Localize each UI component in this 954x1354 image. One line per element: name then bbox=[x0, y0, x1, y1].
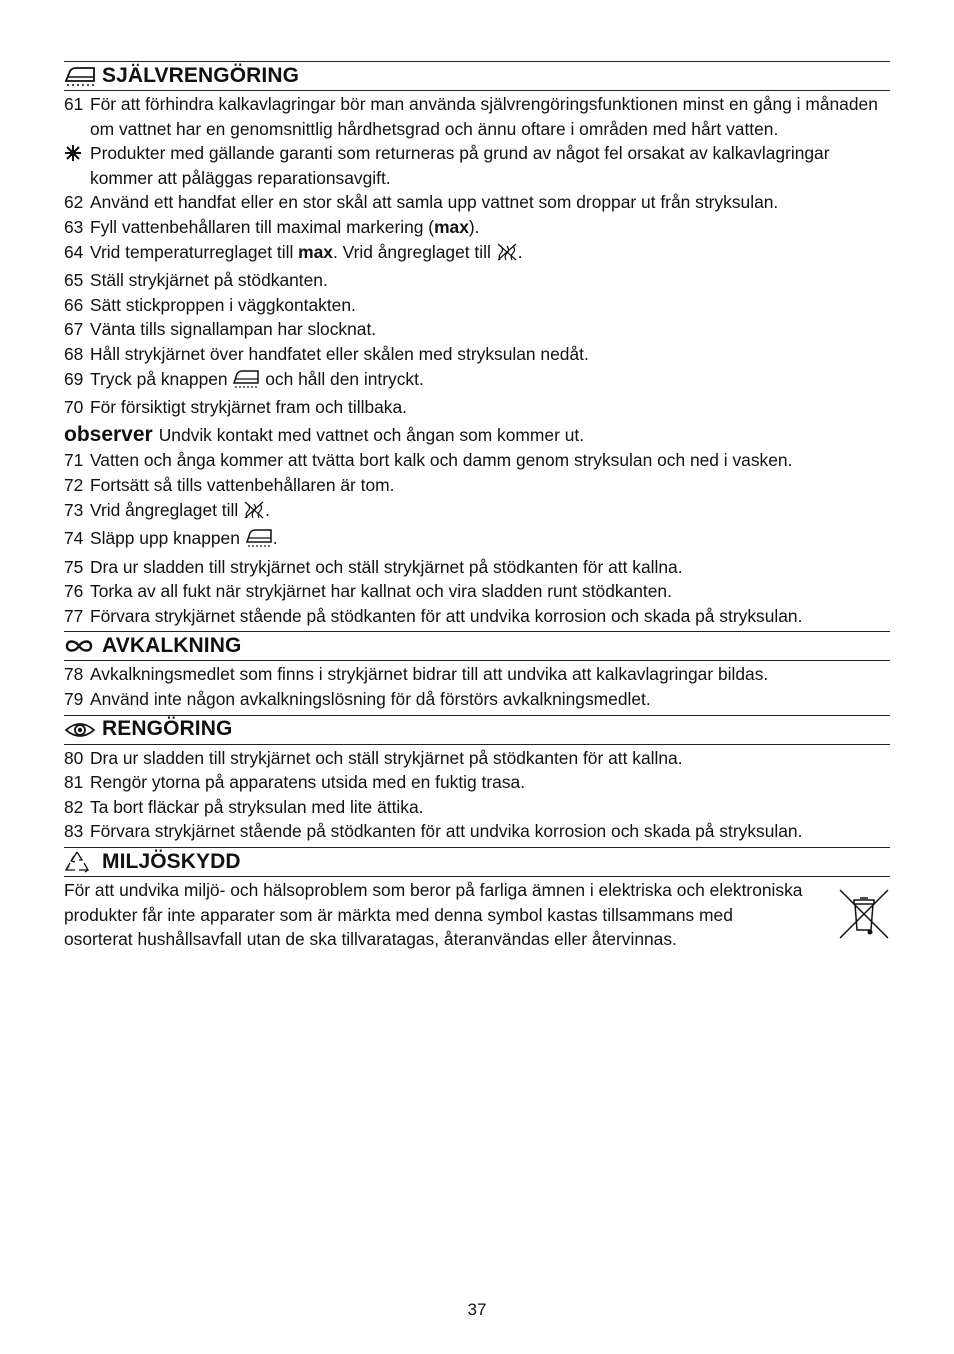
list-item: 77 Förvara strykjärnet stående på stödkanten för att undvika korrosion och skada på stryksulan. bbox=[64, 605, 803, 626]
environment-block bbox=[64, 878, 890, 952]
observe-note bbox=[64, 423, 890, 448]
list-item: 80 Dra ur sladden till strykjärnet och ställ strykjärnet på stödkanten för att kallna. bbox=[64, 747, 683, 768]
list-item: 71 Vatten och ånga kommer att tvätta bort kalk och damm genom stryksulan och ned i vasken. bbox=[64, 450, 793, 471]
list-item: 61 För att förhindra kalkavlagringar bör man använda självrengöringsfunktionen minst en gång i månaden om vattnet har en genomsnittlig hårdhetsgrad och ännu oftare i områden med hårt vatten. bbox=[64, 94, 878, 139]
list-item: 70 För försiktigt strykjärnet fram och tillbaka. bbox=[64, 397, 407, 418]
list-item: 83 Förvara strykjärnet stående på stödkanten för att undvika korrosion och skada på stryksulan. bbox=[64, 821, 803, 842]
list-item: 79 Använd inte någon avkalkningslösning för då förstörs avkalkningsmedlet. bbox=[64, 689, 651, 710]
list-item: 67 Vänta tills signallampan har slocknat. bbox=[64, 319, 377, 340]
section-title: RENGÖRING bbox=[102, 717, 233, 741]
list-item: 82 Ta bort fläckar på stryksulan med lite ättika. bbox=[64, 796, 424, 817]
iron-steam-icon bbox=[64, 63, 98, 89]
list-item: 65 Ställ strykjärnet på stödkanten. bbox=[64, 270, 328, 291]
list-item: 78 Avkalkningsmedlet som finns i strykjärnet bidrar till att undvika att kalkavlagringar bildas. bbox=[64, 664, 769, 685]
list-item: 74 Släpp upp knappen . bbox=[64, 526, 890, 555]
manual-page bbox=[64, 61, 890, 952]
list-item: 75 Dra ur sladden till strykjärnet och ställ strykjärnet på stödkanten för att kallna. bbox=[64, 556, 683, 577]
list-item: 63 Fyll vattenbehållaren till maximal markering (max). bbox=[64, 216, 480, 237]
list-item: 72 Fortsätt så tills vattenbehållaren är tom. bbox=[64, 474, 395, 495]
section-title: AVKALKNING bbox=[102, 634, 242, 658]
iron-steam-icon bbox=[232, 369, 260, 396]
page-number: 37 bbox=[467, 1300, 487, 1319]
list-item: 62 Använd ett handfat eller en stor skål att samla upp vattnet som droppar ut från stryksulan. bbox=[64, 192, 779, 213]
list-item-warranty: Produkter med gällande garanti som returneras på grund av något fel orsakat av kalkavlagringar kommer att påläggas reparationsavgift. bbox=[64, 141, 890, 190]
section-header-descale bbox=[64, 631, 890, 661]
section-header-cleaning bbox=[64, 715, 890, 745]
note-title: observer bbox=[64, 422, 153, 446]
list-item: 73 Vrid ångreglaget till . bbox=[64, 498, 890, 527]
list-item: 76 Torka av all fukt när strykjärnet har kallnat och vira sladden runt stödkanten. bbox=[64, 581, 672, 602]
descale-steps bbox=[64, 662, 890, 711]
note-text: Undvik kontakt med vattnet och ångan som kommer ut. bbox=[158, 424, 585, 445]
steam-off-icon bbox=[243, 500, 265, 527]
asterisk-icon bbox=[64, 141, 90, 190]
list-item: 66 Sätt stickproppen i väggkontakten. bbox=[64, 294, 356, 315]
recycle-icon bbox=[64, 849, 98, 875]
iron-steam-icon bbox=[245, 528, 273, 555]
list-item: 68 Håll strykjärnet över handfatet eller skålen med stryksulan nedåt. bbox=[64, 343, 589, 364]
list-item: 64 Vrid temperaturreglaget till max. Vrid ångreglaget till . bbox=[64, 240, 890, 269]
section-header-self-clean bbox=[64, 61, 890, 91]
infinity-icon bbox=[64, 633, 98, 659]
cleaning-steps bbox=[64, 746, 890, 844]
list-item: 81 Rengör ytorna på apparatens utsida med en fuktig trasa. bbox=[64, 772, 526, 793]
environment-text: För att undvika miljö- och hälsoproblem som beror på farliga ämnen i elektriska och elektroniska produkter får inte apparater som är märkta med denna symbol kastas tillsammans med osorterat hushållsavfall utan de ska tillvaratagas, återanvändas eller återvinnas. bbox=[64, 880, 803, 950]
list-item: 69 Tryck på knappen och håll den intryckt. bbox=[64, 367, 890, 396]
section-header-environment bbox=[64, 847, 890, 877]
section-title: MILJÖSKYDD bbox=[102, 849, 241, 873]
eye-icon bbox=[64, 717, 98, 743]
self-clean-steps bbox=[64, 92, 890, 628]
crossed-out-bin-icon bbox=[838, 888, 890, 947]
section-title: SJÄLVRENGÖRING bbox=[102, 63, 300, 87]
steam-off-icon bbox=[496, 242, 518, 269]
